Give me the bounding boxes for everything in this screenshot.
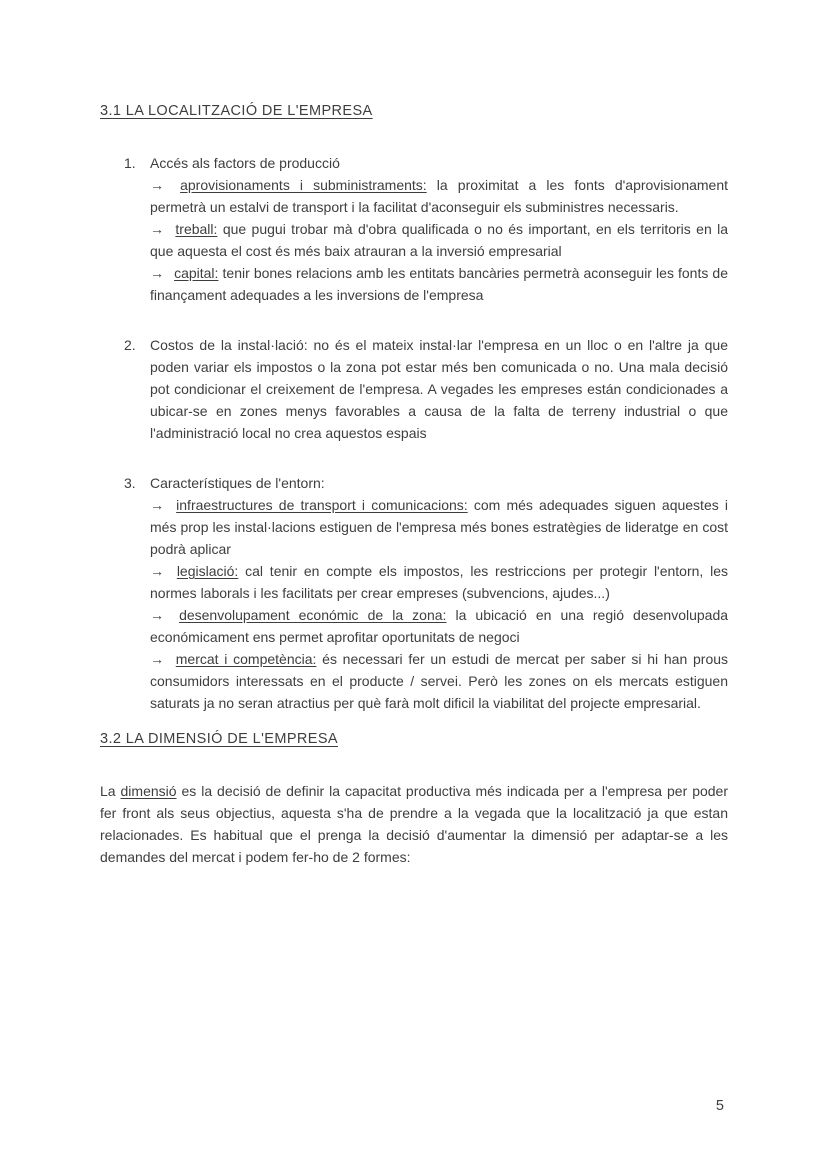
arrow-bullet-icon: →: [150, 563, 164, 579]
underlined-term: treball:: [175, 221, 218, 237]
section-intro-paragraph: [100, 780, 728, 868]
list-item-2: [124, 334, 728, 444]
sub-bullet: [150, 560, 728, 604]
sub-bullet-text: cal tenir en compte els impostos, les restriccions per protegir l'entorn, les normes laborals i les facilitats per crear empreses (subvencions, ajudes...): [150, 563, 729, 601]
sub-bullet: [150, 648, 728, 714]
arrow-bullet-icon: →: [150, 221, 164, 237]
list-item-title: Accés als factors de producció: [150, 155, 340, 171]
list-item-body: [150, 334, 728, 444]
section-heading-3-2: 3.2 LA DIMENSIÓ DE L'EMPRESA: [100, 731, 338, 747]
paragraph-rest: es la decisió de definir la capacitat productiva més indicada per a l'empresa per poder fer front als seus objectius, aquesta s'ha de prendre a la vegada que la localització ja que estan relacionades. Es habitual que el prenga la decisió d'aumentar la dimensió per adaptar-se a les demandes del mercat i podem fer-ho de 2 formes:: [100, 783, 728, 865]
list-item-body: [150, 152, 728, 306]
sub-bullet-text: és necessari fer un estudi de mercat per saber si hi han prous consumidors interessats en el producte / servei. Però les zones on els mercats estiguen saturats ja no seran atractius per què farà molt dificil la viabilitat del projecte empresarial.: [150, 651, 729, 711]
arrow-bullet-icon: →: [150, 607, 164, 623]
sub-bullet-text: tenir bones relacions amb les entitats bancàries permetrà aconseguir les fonts de finançament adequades a les inversions de l'empresa: [150, 265, 729, 303]
page-number: 5: [715, 1098, 724, 1114]
sub-bullet-text: la ubicació en una regió desenvolupada económicament ens permet aprofitar oportunitats de negoci: [150, 607, 729, 645]
sub-bullet: [150, 494, 728, 560]
underlined-term: aprovisionaments i subministraments:: [180, 177, 427, 193]
numbered-list: [100, 152, 728, 714]
underlined-term: capital:: [174, 265, 219, 281]
list-item-1: [124, 152, 728, 306]
arrow-bullet-icon: →: [150, 651, 164, 667]
list-item-body: [150, 472, 728, 714]
section-heading-3-1: 3.1 LA LOCALITZACIÓ DE L'EMPRESA: [100, 103, 373, 119]
list-item-text: Costos de la instal·lació: no és el mateix instal·lar l'empresa en un lloc o en l'altre ja que poden variar els impostos o la zona pot estar més ben comunicada o no. Una mala decisió pot condicionar el creixement de l'empresa. A vegades les empreses están condicionades a ubicar-se en zones menys favorables a causa de la falta de terreny industrial o que l'administració local no crea aquestos espais: [150, 337, 728, 441]
underlined-term: legislació:: [176, 563, 239, 579]
list-item-3: [124, 472, 728, 714]
underlined-term: infraestructures de transport i comunicacions:: [176, 497, 468, 513]
paragraph-lead: La: [100, 783, 121, 799]
arrow-bullet-icon: →: [150, 177, 164, 193]
underlined-term: desenvolupament económic de la zona:: [179, 607, 447, 623]
sub-bullet-text: com més adequades siguen aquestes i més prop les instal·lacions estiguen de l'empresa més bones estratègies de lideratge en cost podrà aplicar: [150, 497, 728, 557]
underlined-term: mercat i competència:: [175, 651, 317, 667]
sub-bullet: [150, 218, 728, 262]
list-item-number: 2.: [124, 337, 136, 353]
list-item-number: 3.: [124, 475, 136, 491]
list-item-title: Característiques de l'entorn:: [150, 475, 325, 491]
underlined-term: dimensió: [120, 783, 177, 799]
sub-bullet: [150, 604, 728, 648]
sub-bullet: [150, 262, 728, 306]
sub-bullet: [150, 174, 728, 218]
arrow-bullet-icon: →: [150, 497, 164, 513]
list-item-number: 1.: [124, 155, 136, 171]
sub-bullet-text: la proximitat a les fonts d'aprovisionament permetrà un estalvi de transport i la facilitat d'aconseguir els subministres necessaris.: [150, 177, 729, 215]
sub-bullet-text: que pugui trobar mà d'obra qualificada o no és important, en els territoris en la que aquesta el cost és més baix atrauran a la inversió empresarial: [150, 221, 729, 259]
arrow-bullet-icon: →: [150, 265, 164, 281]
